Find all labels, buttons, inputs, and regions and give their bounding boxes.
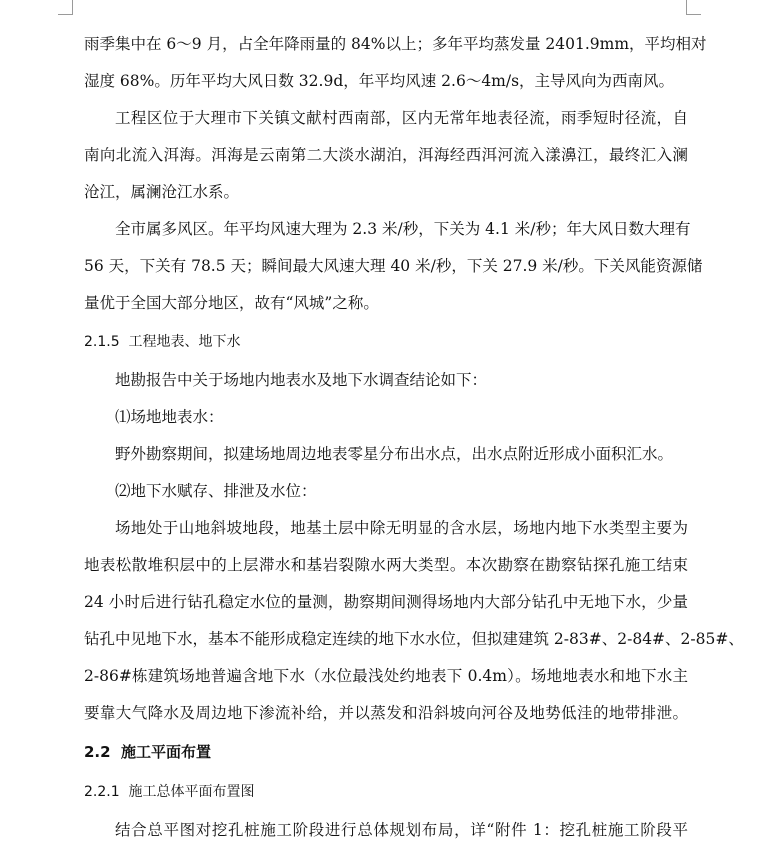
heading-title: 工程地表、地下水 [128,334,241,350]
item2-line-5: 2-86#栋建筑场地普遍含地下水（水位最浅处约地表下 0.4m）。场地地表水和地下水主 [84,667,688,685]
page-corner-mark-left [58,0,73,15]
item2-line-4: 钻孔中见地下水，基本不能形成稳定连续的地下水水位，但拟建建筑 2-83#、2-84#、2-85#、 [84,630,744,648]
heading-2-1-5 [84,322,688,362]
item1-label: ⑴场地地表水： [115,408,224,426]
item1-text: 野外勘察期间，拟建场地周边地表零星分布出水点，出水点附近形成小面积汇水。 [115,445,674,463]
wind-line-2: 56 天，下关有 78.5 天；瞬间最大风速大理 40 米/秒，下关 27.9 米/秒。下关风能资源储 [84,257,703,275]
item2-line-1: 场地处于山地斜坡地段，地基土层中除无明显的含水层，场地内地下水类型主要为 [115,519,688,537]
heading-number: 2.2.1 [84,784,120,800]
climate-line-1: 雨季集中在 6～9 月，占全年降雨量的 84%以上；多年平均蒸发量 2401.9mm，平均相对 [84,35,707,53]
document-page [84,26,744,849]
groundwater-intro: 地勘报告中关于场地内地表水及地下水调查结论如下： [115,371,488,389]
heading-2-2-1 [84,772,688,812]
heading-title: 施工平面布置 [121,743,212,761]
heading-number: 2.2 [84,743,111,761]
hydrology-line-1: 工程区位于大理市下关镇文献村西南部，区内无常年地表径流，雨季短时径流，自 [115,109,688,127]
page-corner-mark-right [686,0,701,15]
item2-line-3: 24 小时后进行钻孔稳定水位的量测，勘察期间测得场地内大部分钻孔中无地下水，少量 [84,593,688,611]
item2-label: ⑵地下水赋存、排泄及水位： [115,482,317,500]
heading-title: 施工总体平面布置图 [128,784,255,800]
layout-text-line-1: 结合总平图对挖孔桩施工阶段进行总体规划布局，详“附件 1：挖孔桩施工阶段平 [115,821,688,839]
hydrology-line-2: 南向北流入洱海。洱海是云南第二大淡水湖泊，洱海经西洱河流入漾濞江，最终汇入澜 [84,146,688,164]
wind-line-3: 量优于全国大部分地区，故有“风城”之称。 [84,294,379,312]
item2-line-6: 要靠大气降水及周边地下渗流补给，并以蒸发和沿斜坡向河谷及地势低洼的地带排泄。 [84,704,688,722]
climate-line-2: 湿度 68%。历年平均大风日数 32.9d，年平均风速 2.6～4m/s，主导风向为西南风。 [84,72,675,90]
item2-line-2: 地表松散堆积层中的上层滞水和基岩裂隙水两大类型。本次勘察在勘察钻探孔施工结束 [84,556,688,574]
wind-line-1: 全市属多风区。年平均风速大理为 2.3 米/秒，下关为 4.1 米/秒；年大风日数大理有 [115,220,691,238]
hydrology-line-3: 沧江，属澜沧江水系。 [84,183,240,201]
heading-number: 2.1.5 [84,334,120,350]
heading-2-2 [84,732,688,772]
